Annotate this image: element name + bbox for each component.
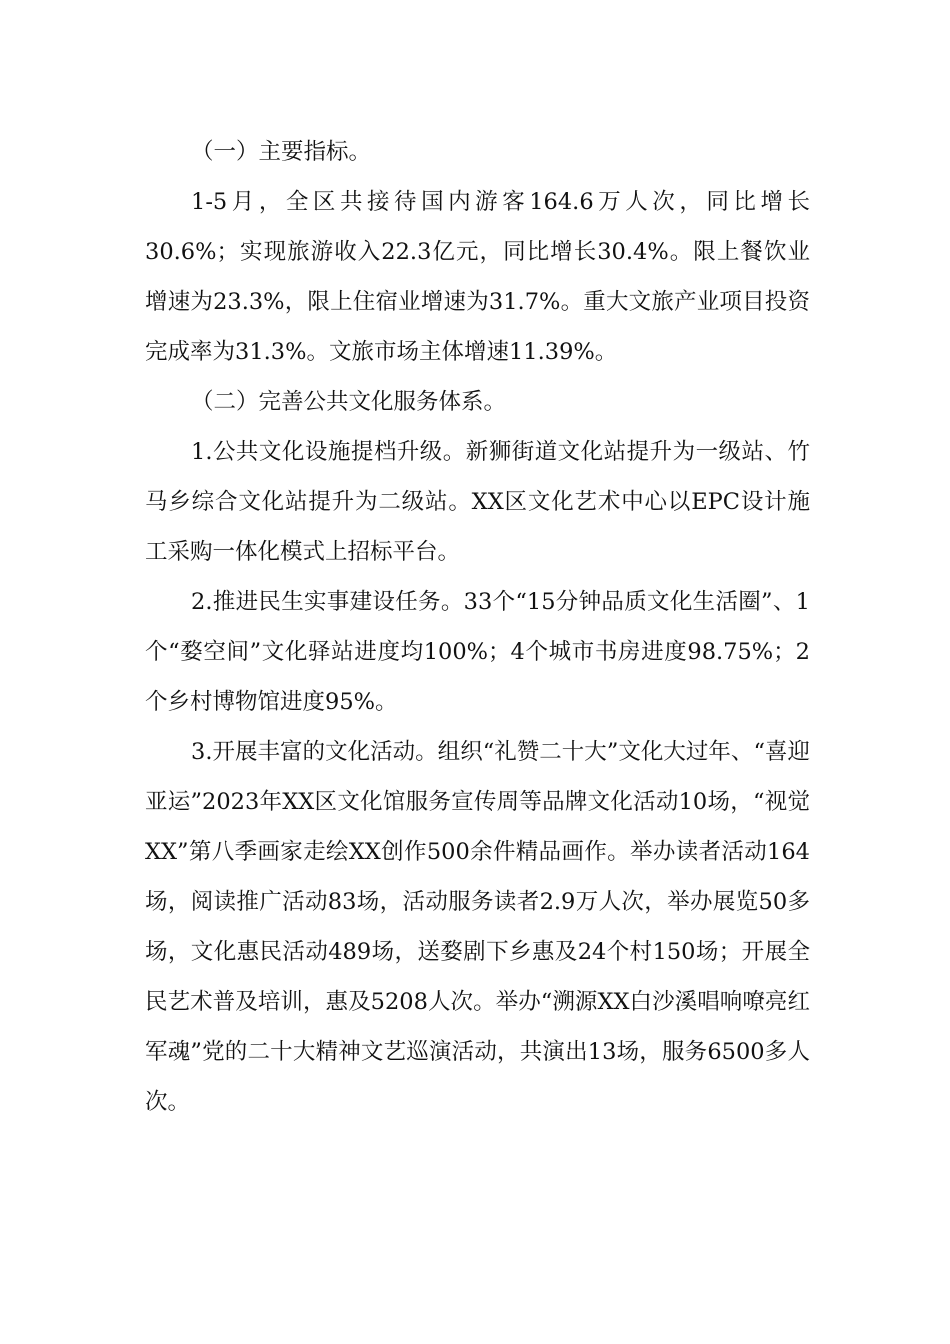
section-1-paragraph: 1-5月，全区共接待国内游客164.6万人次，同比增长30.6%；实现旅游收入22.3亿元，同比增长30.4%。限上餐饮业增速为23.3%，限上住宿业增速为31.7%。重大文旅产业项目投资完成率为31.3%。文旅市场主体增速11.39%。 <box>145 189 810 365</box>
item-2-paragraph: 2.推进民生实事建设任务。33个“15分钟品质文化生活圈”、1个“婺空间”文化驿站进度均100%；4个城市书房进度98.75%；2个乡村博物馆进度95%。 <box>145 589 810 715</box>
document-page <box>145 127 810 1127</box>
item-3-paragraph: 3.开展丰富的文化活动。组织“礼赞二十大”文化大过年、“喜迎亚运”2023年XX区文化馆服务宣传周等品牌文化活动10场，“视觉XX”第八季画家走绘XX创作500余件精品画作。举办读者活动164场，阅读推广活动83场，活动服务读者2.9万人次，举办展览50多场，文化惠民活动489场，送婺剧下乡惠及24个村150场；开展全民艺术普及培训，惠及5208人次。举办“溯源XX白沙溪唱响嘹亮红军魂”党的二十大精神文艺巡演活动，共演出13场，服务6500多人次。 <box>145 739 810 1115</box>
section-2-heading: （二）完善公共文化服务体系。 <box>191 389 507 415</box>
item-1-paragraph: 1.公共文化设施提档升级。新狮街道文化站提升为一级站、竹马乡综合文化站提升为二级站。XX区文化艺术中心以EPC设计施工采购一体化模式上招标平台。 <box>145 439 810 565</box>
section-1-heading: （一）主要指标。 <box>191 139 372 165</box>
